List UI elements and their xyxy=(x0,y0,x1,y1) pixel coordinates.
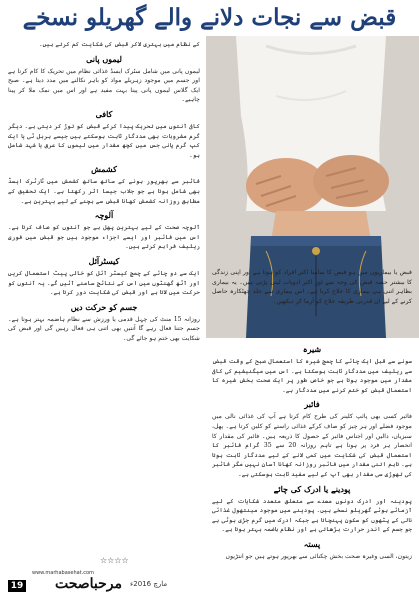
section-text: روزانہ 15 منٹ کی چہل قدمی یا ورزش سے نظام ہاضمہ بہتر ہوتا ہے۔ جسم جتنا فعال رہے گا آنتیں بھی اتنی ہی فعال رہیں گی اور قبض کی شکایت بھی ختم ہو جائے گی۔ xyxy=(8,315,200,342)
photo-caption-text: قبض یا بیماریوں میں ہو قبض کا سامنا اکثر افراد کو ہوتا ہے اور اپنی زندگی کا بیشتر حصہ قبض کی وجہ سے اور اکثر ادویات لینی پڑتی ہیں۔ یہ بیماری بظاہر اتنی ہی بیماری کا علاج کرنا ہے۔ اس بیماری سے جلد چھٹکارہ حاصل کرنے کے لیے ان قدرتی طریقہ علاج کو آزما کر دیکھیں۔ xyxy=(212,269,412,305)
section-text: پودینہ اور ادرک دونوں معدے سے متعلق متعدد شکایات کے لیے آزمائے ہوئے گھریلو نسخے ہیں۔ پودینے میں موجود مینتھول غذائی نالی کے پٹھوں کو سکون پہنچاتا ہے جبکہ ادرک میں گرم جڑی بوٹی ہے جو جسم کے اندر حرارت بڑھاتی ہے اور نظام ہاضمہ بہتر ہوتا ہے۔ xyxy=(212,497,412,534)
intro-text: کے نظام میں بہتری لاکر قبض کی شکایت کم کرتے ہیں۔ xyxy=(38,41,200,48)
section-heading: شیرہ xyxy=(302,344,322,354)
article-photo xyxy=(206,36,419,338)
page-footer xyxy=(0,570,419,595)
title-bar xyxy=(0,0,419,36)
right-column xyxy=(212,340,412,564)
section-heading: آلوچہ xyxy=(94,210,114,221)
section-text: فائبر سے بھرپور ہونے کے ساتھ ساتھ کشمش میں ٹارٹرک ایسڈ بھی شامل ہوتا ہے جو جلاب جیسا اثر رکھتا ہے۔ ایک تحقیق کے مطابق روزانہ کشمش کھانا قبض سے بچنے کے لیے بہترین ہے۔ xyxy=(8,178,200,205)
section-heading: کافی xyxy=(95,108,113,119)
section-text: لیموں پانی میں شامل سٹرک ایسڈ غذائی نظام میں تحریک کا کام کرتا ہے اور جسم میں موجود زہریلے مواد کو باہر نکالنے میں مدد دیتا ہے۔ صبح ایک گلاس لیموں پانی پینا بہت مفید ہے اور اس میں نمک ملا کر پینا چاہیے۔ xyxy=(8,67,200,104)
section-heading: پستہ xyxy=(303,538,321,549)
section-heading: کشمش xyxy=(91,164,117,175)
section-text: زیتون، السی وغیرہ صحت بخش چکنائی سے بھرپور ہوتے ہیں جو انتڑیوں xyxy=(225,552,412,560)
photo-caption xyxy=(212,268,412,308)
section-text: کافی آنتوں میں تحریک پیدا کرکے قبض کو توڑ کر دیتی ہے۔ دیگر گرم مشروبات بھی مددگار ثابت ہوسکتے ہیں جیسے ہربل ٹی یا ایک کپ گرم پانی جس میں کچھ مقدار میں لیموں کا عرق یا شہد شامل ہو۔ xyxy=(8,122,200,159)
section-heading: فائبر xyxy=(304,399,320,410)
magazine-logo: مرحباصحت xyxy=(54,576,122,592)
section-text: فائبر کسی بھی پائپ کلینر کی طرح کام کرتا ہے آپ کی غذائی نالی میں موجود فضلے اور ہر چیز کو صاف کرکے غذائی راستے کو کلین کرتا ہے۔ پھل، سبزیاں، دالیں اور اجناس فائبر کے حصول کا ذریعہ ہیں۔ فائبر کی مقدار کا انحصار ہر فرد پر ہوتا ہے تاہم روزانہ 20 سے 35 گرام فائبر کا استعمال قبض کی شکایت میں کمی لانے کے لیے مددگار ثابت ہوتا ہے۔ تاہم اتنی مقدار میں فائبر روزانہ کھانا آسان نہیں مگر فائبر کی تھوڑی سی مقدار بھی آپ کے لیے مفید ثابت ہوسکتی ہے۔ xyxy=(212,413,413,478)
section-heading: کیسٹرآئل xyxy=(88,255,120,266)
issue-date: مارچ 2016ء xyxy=(130,580,168,588)
section-text: ایک سے دو چائے کے چمچ کیسٹر آئل کو خالی پیٹ استعمال کریں اور آٹھ گھنٹوں میں اس کے نتائج سامنے آئیں گے۔ یہ آنتوں کو حرکت میں لاتا ہے اور قبض کی شکایت دور کرتا ہے۔ xyxy=(8,269,200,297)
decorative-stars: ☆☆☆☆ xyxy=(100,556,129,565)
section-heading: جسم کو حرکت دیں xyxy=(70,301,138,312)
section-text: سونے سے قبل ایک چائے کا چمچ شیرہ کا استعمال صبح کے وقت قبض سے ریلیف میں مددگار ثابت ہوسکتا ہے۔ اس میں میگنیشیم کی کافی مقدار میں موجود ہوتا ہے جو خاص طور پر ایک صحت بخش شیرہ کا استعمال قبض کو ختم کرنے میں مددگار ہے۔ xyxy=(212,358,412,394)
website-link[interactable]: www.marhabasehat.com xyxy=(32,570,94,576)
section-text: آلوچہ صحت کے لیے بہترین پھل ہے جو آنتوں کو صاف کرتا ہے۔ اس میں فائبر اور ایسے اجزاء موجود ہیں جو قبض میں فوری ریلیف فراہم کرتے ہیں۔ xyxy=(8,224,200,251)
section-heading: پودینے یا ادرک کی چائے xyxy=(273,483,351,494)
left-column xyxy=(8,40,200,345)
section-heading: لیموں پانی xyxy=(86,53,122,64)
page-title: قبض سے نجات دلانے والے گھریلو نسخے xyxy=(22,4,397,31)
page-number: 19 xyxy=(8,580,26,592)
